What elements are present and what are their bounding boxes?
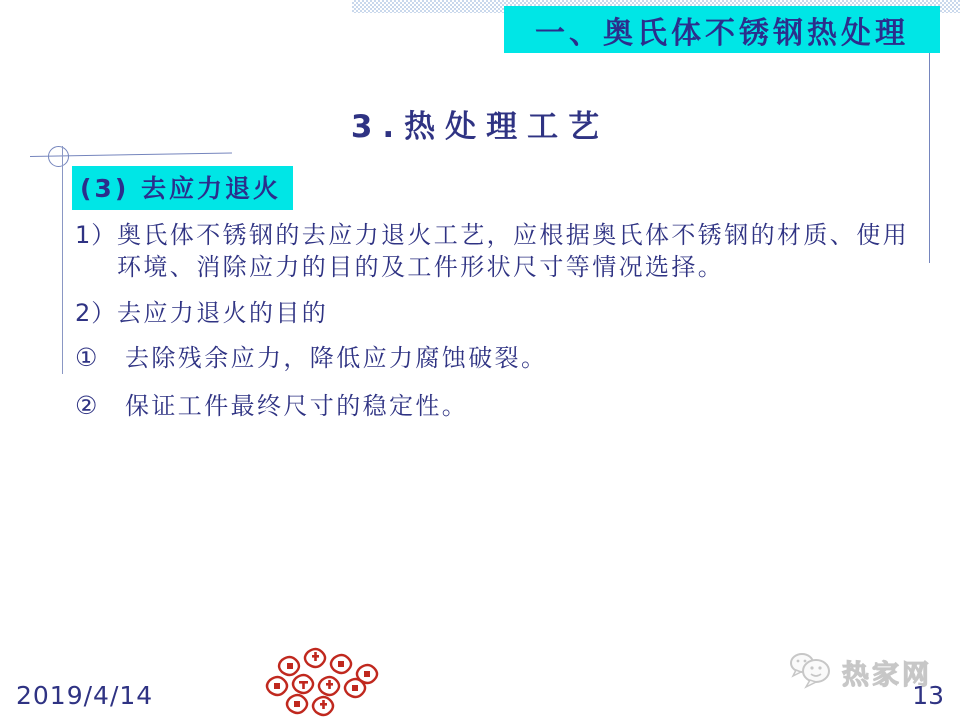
decorative-vertical-line-left bbox=[62, 146, 63, 374]
watermark-text: 热家网 bbox=[842, 659, 932, 691]
paragraph-3-text: 去除残余应力，降低应力腐蚀破裂。 bbox=[125, 344, 548, 372]
decorative-circle-mark bbox=[48, 146, 69, 167]
paragraph-1-text: 奥氏体不锈钢的去应力退火工艺，应根据奥氏体不锈钢的材质、使用环境、消除应力的目的及工件形状尺寸等情况选择。 bbox=[117, 221, 909, 281]
watermark bbox=[788, 651, 932, 693]
paragraph-2-marker: 2） bbox=[75, 299, 117, 327]
slide-banner bbox=[504, 6, 940, 53]
paragraph-1 bbox=[75, 219, 919, 283]
page-title: 3.热处理工艺 bbox=[350, 109, 610, 145]
paragraph-2-text: 去应力退火的目的 bbox=[117, 299, 329, 327]
paragraph-4 bbox=[75, 390, 927, 422]
paragraph-1-marker: 1） bbox=[75, 221, 117, 249]
section-label: (3) 去应力退火 bbox=[72, 166, 293, 210]
paragraph-4-text: 保证工件最终尺寸的稳定性。 bbox=[125, 392, 469, 420]
chat-bubbles-icon bbox=[788, 651, 834, 693]
paragraph-3-marker: ① bbox=[75, 343, 99, 372]
footer-date: 2019/4/14 bbox=[16, 681, 154, 710]
decorative-vertical-line-right bbox=[929, 53, 930, 263]
banner-title: 一、奥氏体不锈钢热处理 bbox=[535, 15, 909, 51]
paragraph-4-marker: ② bbox=[75, 391, 99, 420]
red-seal-logo-icon bbox=[238, 636, 386, 720]
paragraph-3 bbox=[75, 342, 927, 374]
paragraph-2 bbox=[75, 297, 919, 329]
page-number: 13 bbox=[912, 681, 944, 710]
